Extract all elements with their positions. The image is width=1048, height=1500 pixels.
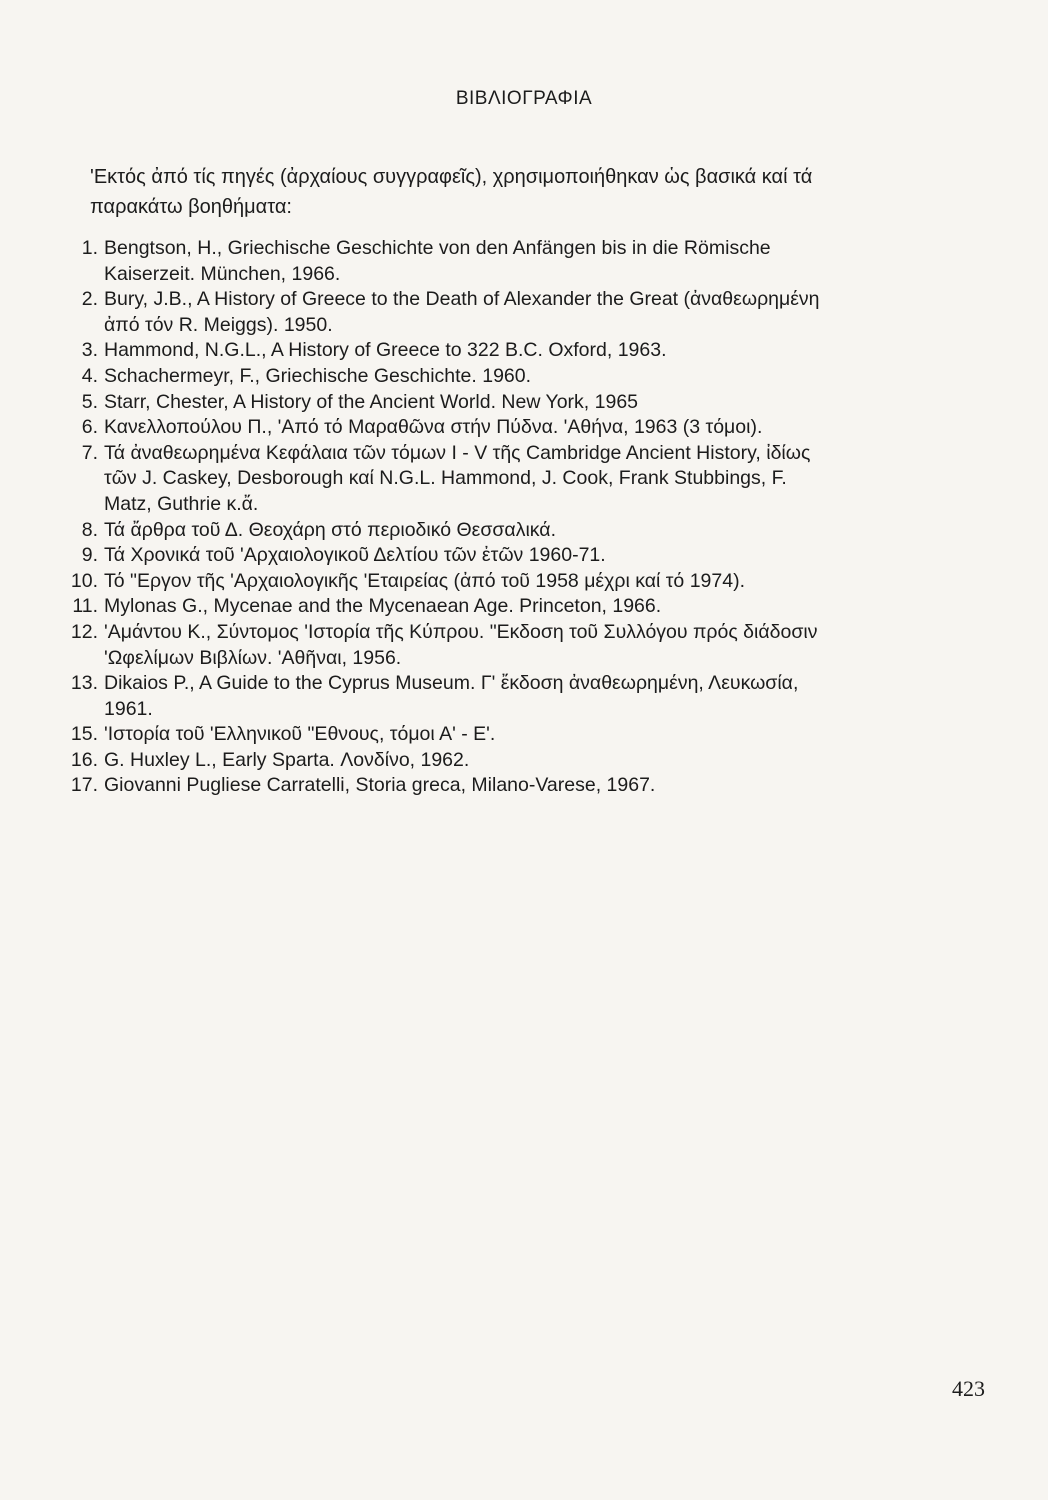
item-text: G. Huxley L., Early Sparta. Λονδίνο, 1962. — [104, 748, 470, 771]
item-text: Starr, Chester, A History of the Ancient World. New York, 1965 — [104, 390, 639, 413]
item-number: 16. — [70, 748, 98, 771]
item-text: Τά Χρονικά τοῦ 'Αρχαιολογικοῦ Δελτίου τῶν ἐτῶν 1960-71. — [104, 544, 606, 567]
item-text: Bury, J.B., A History of Greece to the Death of Alexander the Great (ἀναθεωρημένη ἀπό τόν R. Meiggs). 1950. — [104, 288, 820, 336]
list-item — [60, 773, 830, 799]
item-number: 11. — [72, 595, 98, 618]
item-text: Τά ἀναθεωρημένα Κεφάλαια τῶν τόμων I - V τῆς Cambridge Ancient History, ἰδίως τῶν J. Caskey, Desborough καί N.G.L. Hammond, J. Cook, Frank Stubbings, F. Matz, Guthrie κ.ἄ. — [104, 441, 811, 515]
item-text: Giovanni Pugliese Carratelli, Storia greca, Milano-Varese, 1967. — [104, 774, 656, 797]
item-number: 9. — [81, 544, 98, 567]
item-number: 8. — [81, 518, 98, 541]
bibliography-list — [60, 236, 830, 799]
item-number: 4. — [81, 364, 98, 387]
list-item — [60, 338, 830, 364]
list-item — [60, 722, 830, 748]
item-text: Bengtson, H., Griechische Geschichte von den Anfängen bis in die Römische Kaiserzeit. München, 1966. — [104, 237, 771, 285]
list-item — [60, 236, 830, 287]
item-text: Dikaios P., A Guide to the Cyprus Museum. Γ' ἔκδοση ἀναθεωρημένη, Λευκωσία, 1961. — [104, 672, 799, 720]
item-number: 2. — [81, 288, 98, 311]
item-text: 'Αμάντου Κ., Σύντομος 'Ιστορία τῆς Κύπρου. "Εκδοση τοῦ Συλλόγου πρός διάδοσιν 'Ωφελίμων Βιβλίων. 'Αθῆναι, 1956. — [104, 620, 818, 669]
item-text: Κανελλοπούλου Π., 'Από τό Μαραθῶνα στήν Πύδνα. 'Αθήνα, 1963 (3 τόμοι). — [104, 416, 763, 439]
list-item — [60, 518, 830, 544]
item-number: 3. — [81, 339, 98, 362]
item-text: Hammond, N.G.L., A History of Greece to 322 B.C. Oxford, 1963. — [104, 339, 667, 362]
item-number: 12. — [70, 620, 98, 643]
list-item — [60, 748, 830, 774]
list-item — [60, 543, 830, 569]
item-number: 5. — [81, 390, 98, 413]
item-number: 7. — [81, 441, 98, 464]
item-number: 6. — [81, 416, 98, 439]
list-item — [60, 441, 830, 518]
item-text: 'Ιστορία τοῦ 'Ελληνικοῦ "Εθνους, τόμοι Α' - Ε'. — [104, 723, 496, 746]
list-item — [60, 671, 830, 722]
list-item — [60, 287, 830, 338]
item-number: 13. — [70, 672, 98, 695]
item-number: 15. — [70, 723, 98, 746]
intro-paragraph: 'Εκτός ἀπό τίς πηγές (ἀρχαίους συγγραφεῖς), χρησιμοποιήθηκαν ὡς βασικά καί τά παρακάτω βοηθήματα: — [90, 166, 813, 218]
item-number: 17. — [70, 774, 98, 797]
page-number: 423 — [952, 1376, 985, 1401]
page-title: ΒΙΒΛΙΟΓΡΑΦΙΑ — [455, 88, 593, 109]
item-number: 10. — [70, 569, 98, 592]
list-item — [60, 594, 830, 620]
list-item — [60, 415, 830, 441]
item-number: 1. — [81, 237, 98, 259]
item-text: Τά ἄρθρα τοῦ Δ. Θεοχάρη στό περιοδικό Θεσσαλικά. — [104, 518, 556, 541]
list-item — [60, 364, 830, 390]
list-item — [60, 390, 830, 416]
item-text: Schachermeyr, F., Griechische Geschichte. 1960. — [104, 364, 532, 387]
item-text: Τό "Εργον τῆς 'Αρχαιολογικῆς 'Εταιρείας (ἀπό τοῦ 1958 μέχρι καί τό 1974). — [104, 569, 745, 592]
item-text: Mylonas G., Mycenae and the Mycenaean Age. Princeton, 1966. — [104, 595, 662, 618]
list-item — [60, 620, 830, 671]
list-item — [60, 569, 830, 595]
